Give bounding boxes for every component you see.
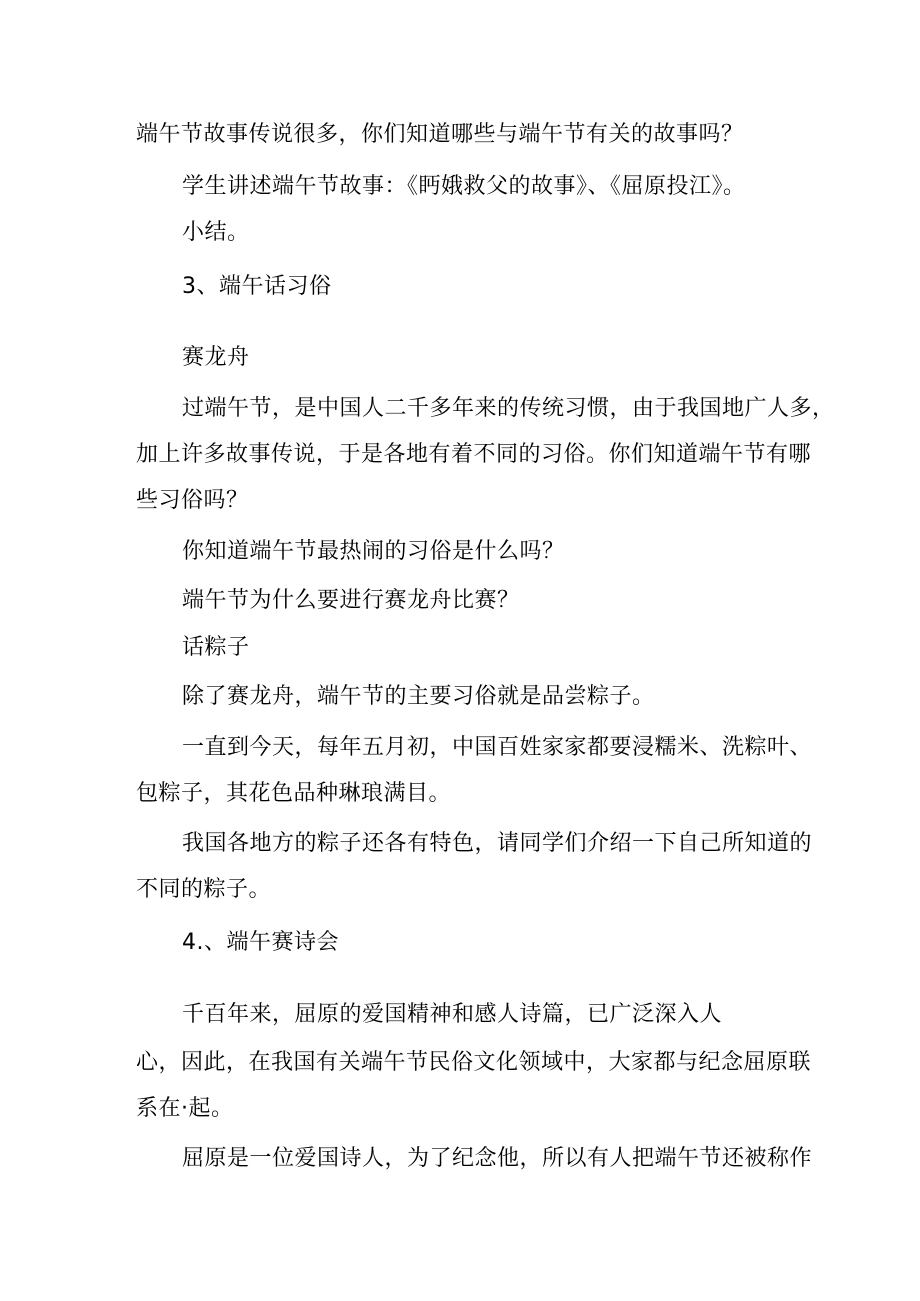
paragraph-line: 心，因此，在我国有关端午节民俗文化领域中，大家都与纪念屈原联 — [136, 1050, 812, 1075]
paragraph-line: 包粽子，其花色品种琳琅满目。 — [136, 781, 452, 806]
section-heading: 3、端午话习俗 — [182, 274, 332, 299]
paragraph-line: 你知道端午节最热闹的习俗是什么吗？ — [182, 539, 565, 564]
paragraph-line: 一直到今天，每年五月初，中国百姓家家都要浸糯米、洗粽叶、 — [182, 735, 813, 760]
paragraph-line: 学生讲述端午节故事：《眄娥救父的故事》、《屈原投江》。 — [182, 174, 746, 199]
paragraph-line: 端午节故事传说很多，你们知道哪些与端午节有关的故事吗？ — [136, 122, 744, 147]
paragraph-line: 我国各地方的粽子还各有特色，请同学们介绍一下自己所知道的 — [182, 831, 813, 856]
section-heading: 4.、端午赛诗会 — [182, 930, 339, 955]
paragraph-line: 屈原是一位爱国诗人，为了纪念他，所以有人把端午节还被称作 — [182, 1146, 813, 1171]
paragraph-line: 不同的粽子。 — [136, 877, 272, 902]
paragraph-line: 过端午节，是中国人二千多年来的传统习惯，由于我国地广人多， — [182, 396, 835, 421]
paragraph-line: 些习俗吗？ — [136, 488, 249, 513]
paragraph-line: 除了赛龙舟，端午节的主要习俗就是品尝粽子。 — [182, 684, 655, 709]
subsection-heading: 话粽子 — [182, 635, 250, 660]
paragraph-line: 系在·起。 — [136, 1096, 234, 1121]
paragraph-line: 千百年来，屈原的爱国精神和感人诗篇，已广泛深入人 — [182, 1002, 723, 1027]
subsection-heading: 赛龙舟 — [182, 345, 250, 370]
paragraph-line: 小结。 — [182, 220, 250, 245]
paragraph-line: 加上许多故事传说，于是各地有着不同的习俗。你们知道端午节有哪 — [136, 442, 812, 467]
paragraph-line: 端午节为什么要进行赛龙舟比赛？ — [182, 588, 520, 613]
